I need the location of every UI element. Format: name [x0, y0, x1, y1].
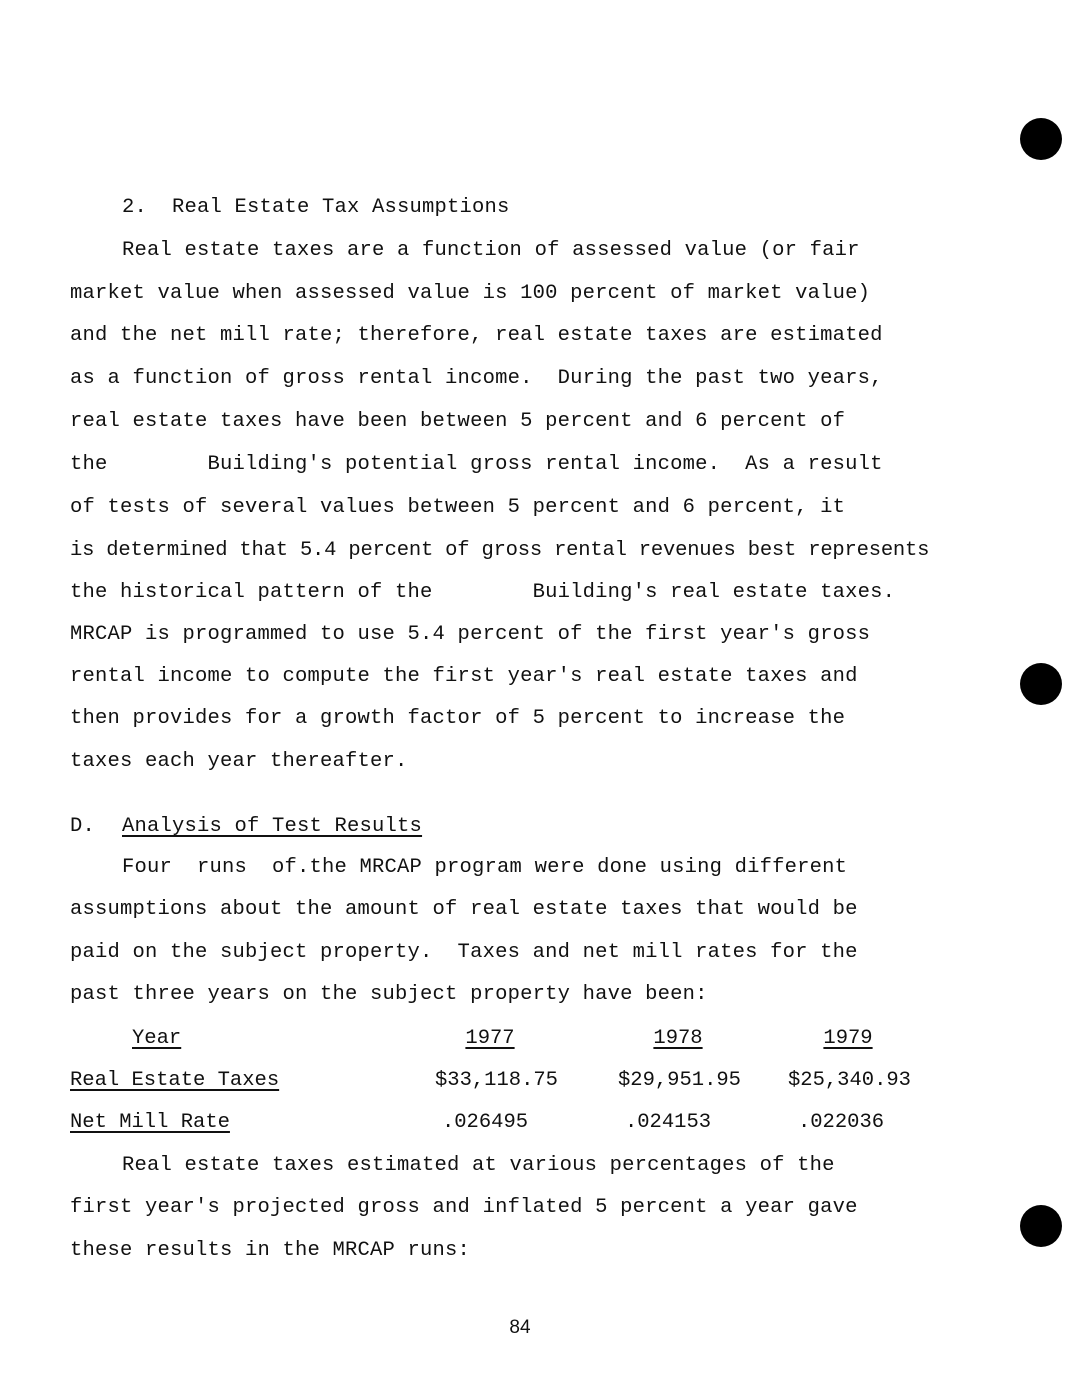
table-cell-mill-1978: .024153: [624, 1111, 712, 1134]
table-cell-taxes-1977: $33,118.75: [434, 1069, 558, 1092]
paragraph-line: the Building's potential gross rental income. As a result: [70, 453, 883, 476]
paragraph-line: is determined that 5.4 percent of gross rental revenues best represents: [70, 539, 930, 562]
paragraph-line: rental income to compute the first year's real estate taxes and: [70, 665, 858, 688]
table-header-year: Year: [132, 1027, 182, 1050]
punch-hole-middle: [1020, 663, 1062, 705]
table-header-1977: 1977: [465, 1027, 515, 1050]
table-cell-taxes-1979: $25,340.93: [787, 1069, 911, 1092]
paragraph-line: MRCAP is programmed to use 5.4 percent of the first year's gross: [70, 623, 871, 646]
paragraph-line: these results in the MRCAP runs:: [70, 1239, 471, 1262]
paragraph-line: the historical pattern of the Building's real estate taxes.: [70, 581, 896, 604]
table-cell-mill-1977: .026495: [441, 1111, 529, 1134]
paragraph-line: then provides for a growth factor of 5 percent to increase the: [70, 707, 846, 730]
paragraph-line: paid on the subject property. Taxes and net mill rates for the: [70, 941, 858, 964]
table-row-label-real-estate-taxes: Real Estate Taxes: [70, 1069, 280, 1092]
paragraph-line: as a function of gross rental income. During the past two years,: [70, 367, 883, 390]
paragraph-line: Four runs of.the MRCAP program were done using different: [122, 856, 848, 879]
paragraph-line: past three years on the subject property have been:: [70, 983, 708, 1006]
table-cell-mill-1979: .022036: [797, 1111, 885, 1134]
table-row-label-net-mill-rate: Net Mill Rate: [70, 1111, 230, 1134]
section-title: Analysis of Test Results: [122, 815, 423, 838]
paragraph-line: Real estate taxes estimated at various percentages of the: [122, 1154, 835, 1177]
section-heading: 2. Real Estate Tax Assumptions: [122, 196, 510, 219]
paragraph-line: real estate taxes have been between 5 percent and 6 percent of: [70, 410, 846, 433]
paragraph-line: taxes each year thereafter.: [70, 750, 408, 773]
paragraph-line: market value when assessed value is 100 percent of market value): [70, 282, 871, 305]
table-header-1978: 1978: [653, 1027, 703, 1050]
punch-hole-top: [1020, 118, 1062, 160]
paragraph-line: and the net mill rate; therefore, real estate taxes are estimated: [70, 324, 883, 347]
section-letter: D.: [70, 815, 96, 838]
table-cell-taxes-1978: $29,951.95: [617, 1069, 741, 1092]
table-header-1979: 1979: [823, 1027, 873, 1050]
paragraph-line: of tests of several values between 5 percent and 6 percent, it: [70, 496, 846, 519]
punch-hole-bottom: [1020, 1205, 1062, 1247]
paragraph-line: first year's projected gross and inflated 5 percent a year gave: [70, 1196, 858, 1219]
page-number: 84: [509, 1317, 531, 1338]
paragraph-line: Real estate taxes are a function of assessed value (or fair: [122, 239, 860, 262]
paragraph-line: assumptions about the amount of real estate taxes that would be: [70, 898, 858, 921]
